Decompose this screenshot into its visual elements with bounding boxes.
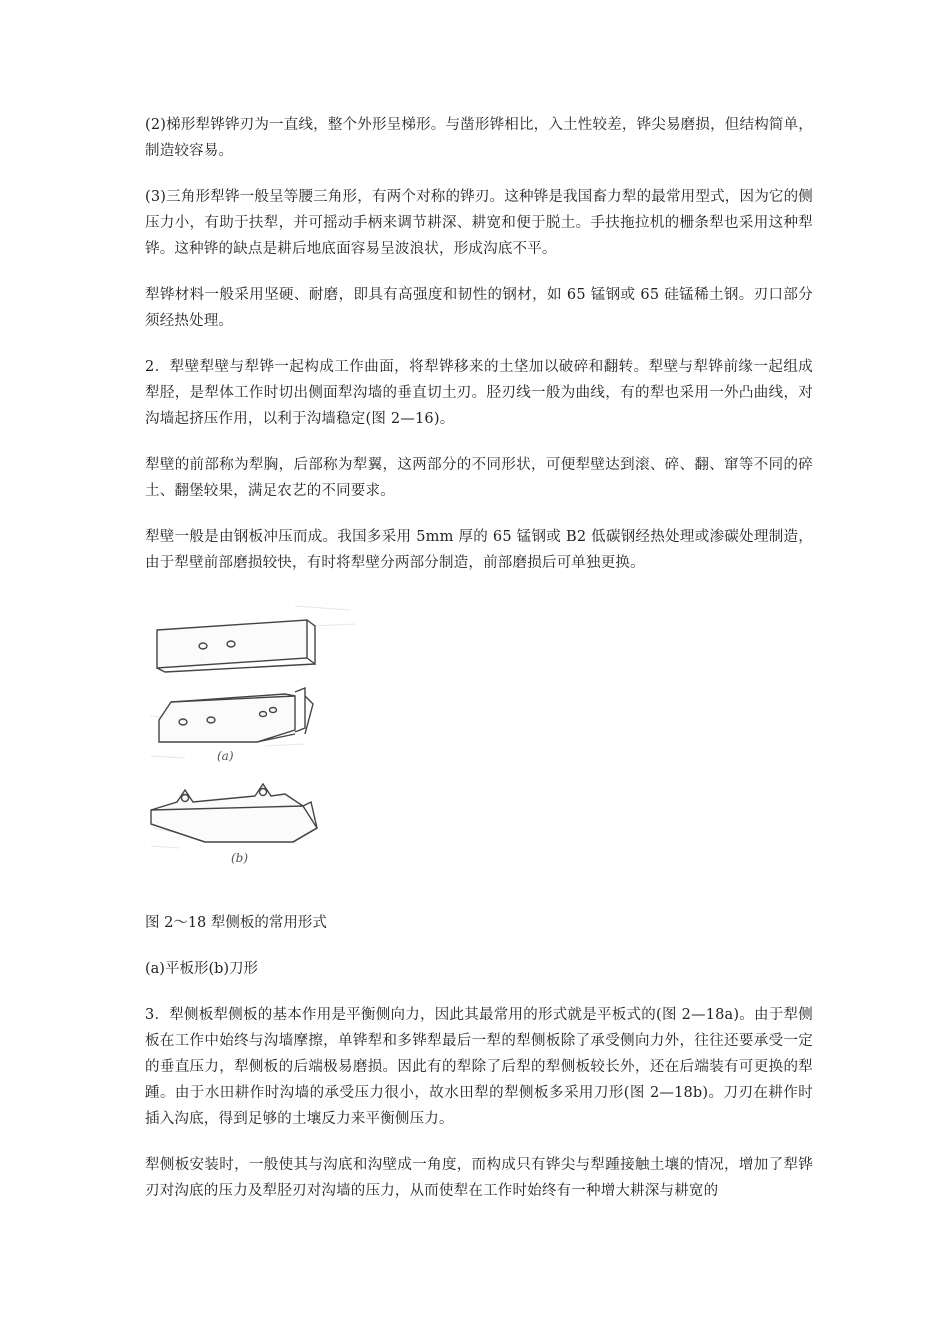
flat-landside-upper (157, 620, 315, 672)
paragraph-moldboard-parts: 犁壁的前部称为犁胸，后部称为犁翼，这两部分的不同形状，可便犁壁达到滚、碎、翻、窜等不同的碎土、翻堡较果，满足农艺的不同要求。 (145, 457, 813, 499)
paragraph-moldboard-material: 犁壁一般是由钢板冲压而成。我国多采用 5mm 厚的 65 锰钢或 B2 低碳钢经热处理或渗碳处理制造，由于犁壁前部磨损较快，有时将犁壁分两部分制造，前部磨损后可单独更换。 (145, 529, 813, 571)
paragraph-moldboard: 2．犁壁犁壁与犁铧一起构成工作曲面，将犁铧移来的土垡加以破碎和翻转。犁壁与犁铧前缘一起组成犁胫，是犁体工作时切出侧面犁沟墙的垂直切土刃。胫刃线一般为曲线，有的犁也采用一外凸曲线，对沟墙起挤压作用，以利于沟墙稳定(图 2—16)。 (145, 359, 813, 427)
flat-landside-lower (159, 688, 313, 742)
document-page (145, 112, 813, 1224)
paragraph-trapezoid-share: (2)梯形犁铧铧刃为一直线，整个外形呈梯形。与凿形铧相比，入土性较差，铧尖易磨损，但结构简单，制造较容易。 (145, 117, 813, 159)
paragraph-triangle-share: (3)三角形犁铧一般呈等腰三角形，有两个对称的铧刃。这种铧是我国畜力犁的最常用型式，因为它的侧压力小，有助于扶犁，并可摇动手柄来调节耕深、耕宽和便于脱土。手扶拖拉机的栅条犁也采用这种犁铧。这种铧的缺点是耕后地底面容易呈波浪状，形成沟底不平。 (145, 189, 813, 257)
figure-label-b: (b) (231, 851, 249, 865)
paragraph-share-material: 犁铧材料一般采用坚硬、耐磨，即具有高强度和韧性的钢材，如 65 锰钢或 65 硅锰稀土钢。刃口部分须经热处理。 (145, 287, 813, 329)
paragraph-landside: 3．犁侧板犁侧板的基本作用是平衡侧向力，因此其最常用的形式就是平板式的(图 2—18a)。由于犁侧板在工作中始终与沟墙摩擦，单铧犁和多铧犁最后一犁的犁侧板除了承受侧向力外，往往还要承受一定的垂直压力，犁侧板的后端极易磨损。因此有的犁除了后犁的犁侧板较长外，还在后端装有可更换的犁踵。由于水田耕作时沟墙的承受压力很小，故水田犁的犁侧板多采用刀形(图 2—18b)。刀刃在耕作时插入沟底，得到足够的土壤反力来平衡侧压力。 (145, 1007, 813, 1127)
figure-subcaption: (a)平板形(b)刀形 (145, 961, 259, 977)
paragraph-landside-installation: 犁侧板安装时，一般使其与沟底和沟壁成一角度，而构成只有铧尖与犁踵接触土壤的情况，增加了犁铧刃对沟底的压力及犁胫刃对沟墙的压力，从而使犁在工作时始终有一种增大耕深与耕宽的 (145, 1157, 813, 1199)
landside-figure (145, 596, 365, 892)
figure-label-a: (a) (217, 749, 234, 763)
landside-illustration (145, 596, 365, 892)
figure-caption: 图 2～18 犁侧板的常用形式 (145, 915, 327, 931)
knife-landside (151, 784, 317, 842)
